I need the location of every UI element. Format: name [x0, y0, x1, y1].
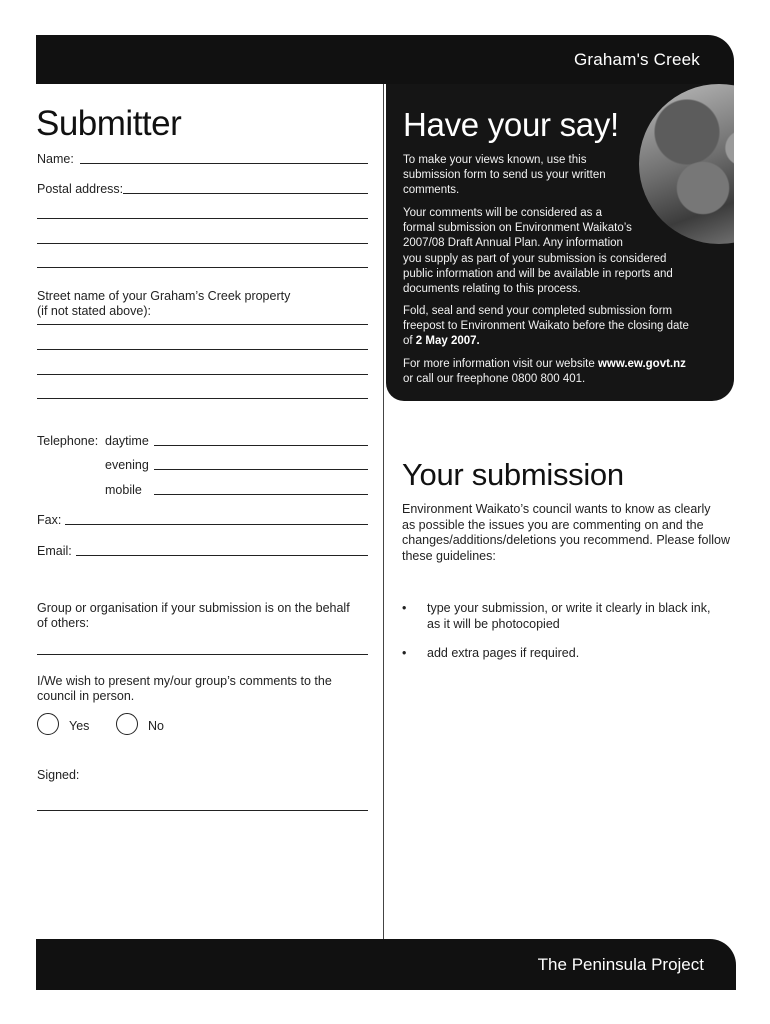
- group-label-line: Group or organisation if your submission is on the behalf: [37, 601, 350, 615]
- panel-title: Have your say!: [403, 106, 619, 143]
- submission-title: Your submission: [402, 457, 624, 492]
- footer-bar: [36, 939, 736, 990]
- panel-line: [403, 357, 686, 372]
- intro-line: Environment Waikato’s council wants to know as clearly: [402, 502, 711, 516]
- panel-line: [403, 334, 689, 349]
- submitter-heading: Submitter: [36, 104, 182, 143]
- street-field-line[interactable]: [37, 374, 368, 375]
- panel-line: you supply as part of your submission is considered: [403, 252, 667, 265]
- no-label: No: [148, 719, 164, 733]
- yes-radio[interactable]: [37, 713, 59, 735]
- postal-address-field[interactable]: [123, 193, 368, 194]
- website-link[interactable]: www.ew.govt.nz: [597, 358, 686, 370]
- panel-line: or call our freephone 0800 800 401.: [403, 373, 586, 386]
- panel-line: submission form to send us your written: [403, 169, 606, 182]
- intro-line: these guidelines:: [402, 548, 496, 563]
- panel-line: 2007/08 Draft Annual Plan. Any information: [403, 237, 623, 250]
- daytime-label: daytime: [105, 434, 149, 448]
- yes-label: Yes: [69, 719, 90, 733]
- name-label: Name:: [37, 152, 74, 166]
- fax-field[interactable]: [65, 524, 368, 525]
- group-label-line: of others:: [37, 616, 90, 630]
- panel-paragraph: [403, 304, 689, 350]
- panel-line: To make your views known, use this: [403, 154, 587, 166]
- street-label-line: Street name of your Graham’s Creek property: [37, 289, 291, 303]
- header-bar: [36, 35, 734, 84]
- panel-text-fragment: of: [403, 335, 416, 348]
- closing-date: 2 May 2007.: [415, 335, 480, 348]
- column-divider: [383, 84, 384, 939]
- street-field-line[interactable]: [37, 349, 368, 350]
- email-field[interactable]: [76, 555, 368, 556]
- panel-line: public information and will be available in reports and: [403, 267, 673, 280]
- mobile-phone-field[interactable]: [154, 494, 368, 495]
- group-label: [37, 601, 350, 631]
- intro-line: changes/additions/deletions you recommend. Please follow: [402, 533, 730, 547]
- street-label-line: (if not stated above):: [37, 304, 151, 318]
- panel-line: freepost to Environment Waikato before the closing date: [403, 320, 689, 333]
- name-field[interactable]: [80, 163, 368, 164]
- signature-field[interactable]: [37, 810, 368, 811]
- fax-label: Fax:: [37, 513, 62, 527]
- street-field-line[interactable]: [37, 398, 368, 399]
- have-your-say-panel: [386, 84, 734, 401]
- panel-line: comments.: [403, 184, 460, 197]
- mobile-label: mobile: [105, 483, 142, 497]
- guideline-line: as it will be photocopied: [427, 616, 560, 631]
- intro-line: as possible the issues you are commenting on and the: [402, 517, 704, 532]
- header-title: Graham's Creek: [573, 50, 700, 69]
- guideline-item: [427, 601, 710, 632]
- present-label-line: I/We wish to present my/our group’s comments to the: [37, 674, 332, 688]
- present-label-line: council in person.: [37, 689, 135, 703]
- panel-paragraph: [403, 357, 686, 387]
- panel-line: documents relating to this process.: [403, 283, 581, 296]
- panel-paragraph: [403, 153, 606, 199]
- guideline-line: type your submission, or write it clearly in black ink,: [427, 601, 711, 615]
- footer-title: The Peninsula Project: [537, 955, 704, 974]
- postal-address-field-line[interactable]: [37, 218, 368, 219]
- no-radio[interactable]: [116, 713, 138, 735]
- present-label: [37, 674, 332, 704]
- panel-paragraph: [403, 206, 673, 297]
- signed-label: Signed:: [37, 768, 80, 782]
- group-field[interactable]: [37, 654, 368, 655]
- bullet-dot: •: [402, 646, 407, 660]
- postal-address-field-line[interactable]: [37, 243, 368, 244]
- daytime-phone-field[interactable]: [154, 445, 368, 446]
- bullet-dot: •: [402, 601, 407, 615]
- guideline-item: [427, 646, 579, 662]
- panel-line: Fold, seal and send your completed submission form: [403, 305, 673, 317]
- street-label: [37, 289, 290, 319]
- guideline-line: add extra pages if required.: [427, 646, 580, 660]
- telephone-label: Telephone:: [37, 434, 99, 448]
- street-field-line[interactable]: [37, 324, 368, 325]
- postal-address-label: Postal address:: [37, 182, 124, 196]
- email-label: Email:: [37, 544, 72, 558]
- submission-intro: [402, 502, 730, 564]
- evening-label: evening: [105, 458, 149, 472]
- panel-text-fragment: For more information visit our website: [403, 358, 598, 370]
- postal-address-field-line[interactable]: [37, 267, 368, 268]
- evening-phone-field[interactable]: [154, 469, 368, 470]
- panel-line: formal submission on Environment Waikato’s: [403, 222, 632, 235]
- panel-line: Your comments will be considered as a: [403, 207, 603, 219]
